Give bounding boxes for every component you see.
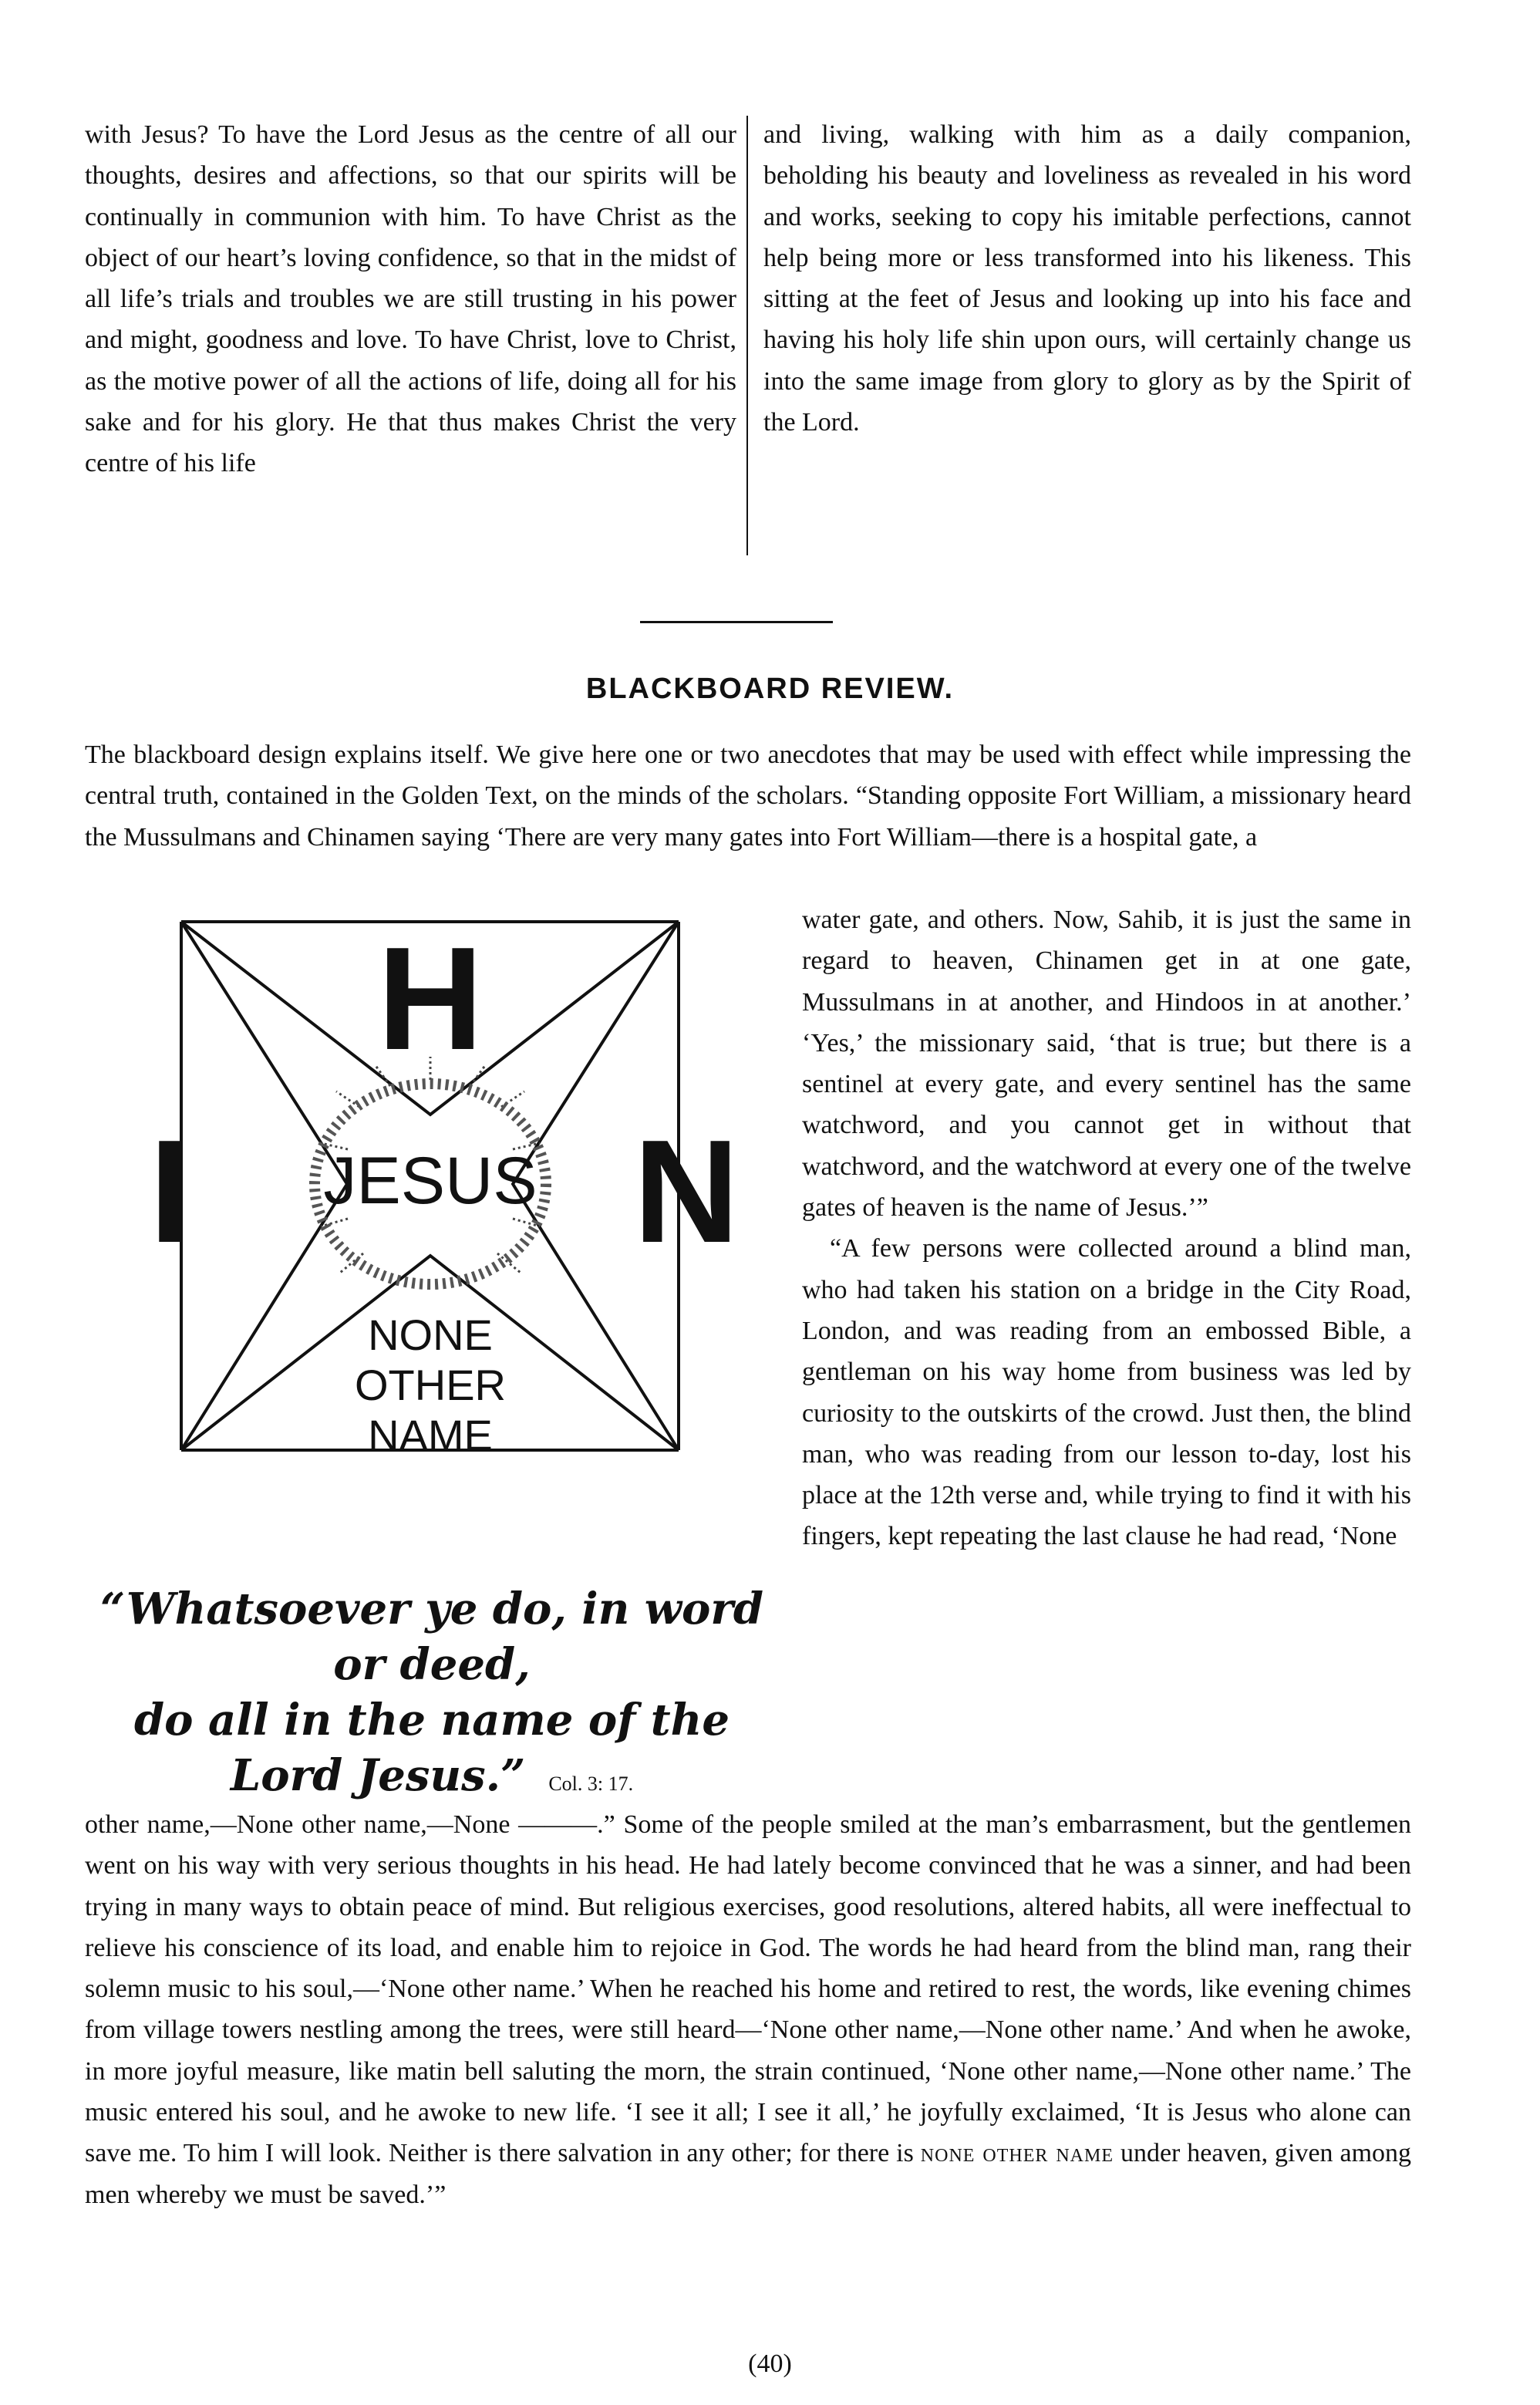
top-left-column-text: with Jesus? To have the Lord Jesus as the centre of all our thoughts, desires and affections, so that our spirits will be continually in communion with him. To have Christ as the object of our heart’s loving confidence, so that in the midst of all life’s trials and troubles we are still trusting in his power and might, goodness and love. To have Christ, love to Christ, as the motive power of all the actions of life, doing all for his sake and for his glory. He that thus makes Christ the very centre of his life bbox=[85, 120, 736, 478]
anecdote-paragraph-1: water gate, and others. Now, Sahib, it is just the same in regard to heaven, Chinamen get in at one gate, Mussulmans in at another, and Hindoos in at another.’ ‘Yes,’ the missionary said, ‘that is true; but there is a sentinel at every gate, and every sentinel has the same watchword, and you cannot get in without that watchword, and the watchword at every one of the twelve gates of heaven is the name of Jesus.’” bbox=[802, 906, 1411, 1223]
verse-line-1: “Whatsoever ye do, in word or deed, bbox=[99, 1584, 764, 1690]
lower-word-none: NONE bbox=[368, 1310, 493, 1359]
lower-word-other: OTHER bbox=[355, 1361, 506, 1409]
letter-i: I bbox=[149, 1110, 190, 1273]
section-heading: BLACKBOARD REVIEW. bbox=[585, 673, 955, 705]
continuation-paragraph bbox=[85, 1804, 1411, 2215]
page-number: (40) bbox=[748, 2349, 792, 2378]
lower-word-name: NAME bbox=[368, 1411, 493, 1459]
anecdote-column bbox=[802, 899, 1411, 1557]
letter-n: N bbox=[633, 1110, 740, 1273]
verse-line-3: Lord Jesus.” bbox=[230, 1750, 526, 1801]
center-word-jesus: JESUS bbox=[323, 1144, 537, 1218]
continuation-text-b: under heaven, given among men whereby we must be saved.’” bbox=[85, 2139, 1412, 2209]
golden-text-verse bbox=[69, 1581, 794, 1812]
intro-paragraph: The blackboard design explains itself. We give here one or two anecdotes that may be used with effect while impressing the central truth, contained in the Golden Text, on the minds of the scholars. “Standing opposite Fort William, a missionary heard the Mussulmans and Chinamen saying ‘There are very many gates into Fort William—there is a hospital gate, a bbox=[85, 740, 1411, 852]
verse-line-2: do all in the name of the bbox=[133, 1695, 730, 1746]
verse-line-3-wrap bbox=[69, 1748, 794, 1812]
section-divider bbox=[640, 621, 833, 623]
emphasis-none-other-name: none other name bbox=[920, 2139, 1114, 2168]
anecdote-paragraph-2: “A few persons were collected around a blind man, who had taken his station on a bridge in the City Road, London, and was reading from an embossed Bible, a gentleman on his way home from business was led by curiosity to the outskirts of the crowd. Just then, the blind man, who was reading from our lesson to-day, lost his place at the 12th verse and, while trying to find it with his fingers, kept repeating the last clause he had read, ‘None bbox=[802, 1234, 1411, 1551]
letter-h: H bbox=[377, 917, 484, 1081]
top-right-column-text: and living, walking with him as a daily companion, beholding his beauty and loveliness as revealed in his word and works, seeking to copy his imitable perfections, cannot help being more or less transformed into his likeness. This sitting at the feet of Jesus and looking up into his face and having his holy life shin upon ours, will certainly change us into the same image from glory to glory as by the Spirit of the Lord. bbox=[763, 120, 1411, 437]
column-divider bbox=[746, 116, 748, 555]
blackboard-design bbox=[69, 895, 802, 1566]
continuation-text-a: other name,—None other name,—None ———.” Some of the people smiled at the man’s embarrasment, but the gentlemen went on his way with very serious thoughts in his head. He had lately become convinced that he was a sinner, and had been trying in many ways to obtain peace of mind. But religious exercises, good resolutions, altered habits, all were ineffectual to relieve his conscience of its load, and enable him to rejoice in God. The words he had heard from the blind man, rang their solemn music to his soul,—‘None other name.’ When he reached his home and retired to rest, the words, like evening chimes from village towers nestling among the trees, were still heard—‘None other name,—None other name.’ And when he awoke, in more joyful measure, like matin bell saluting the morn, the strain continued, ‘None other name,—None other name.’ The music entered his soul, and he awoke to new life. ‘I see it all; I see it all,’ he joyfully exclaimed, ‘It is Jesus who alone can save me. To him I will look. Neither is there salvation in any other; for there is bbox=[85, 1810, 1411, 2168]
verse-reference: Col. 3: 17. bbox=[548, 1773, 634, 1795]
